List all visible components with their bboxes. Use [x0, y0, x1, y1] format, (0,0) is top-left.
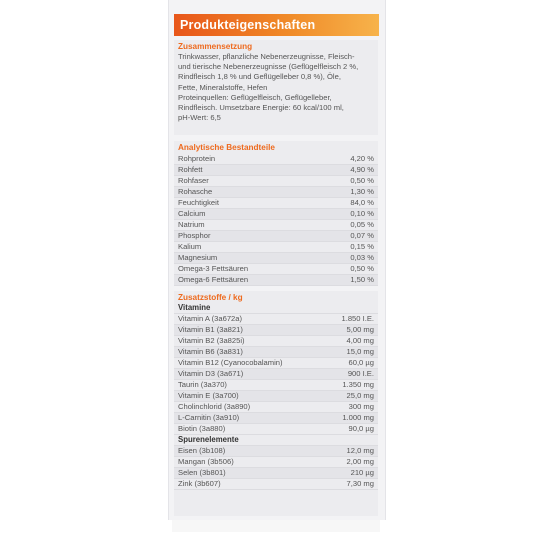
row-label: Vitamin D3 (3a671) [178, 369, 244, 378]
table-row [174, 413, 378, 424]
table-row [174, 264, 378, 275]
row-label: Calcium [178, 209, 206, 218]
additives-title: Zusatzstoffe / kg [178, 293, 243, 302]
row-value: 0,03 % [350, 253, 374, 262]
row-label: Omega-3 Fettsäuren [178, 264, 249, 273]
row-label: Vitamin B1 (3a821) [178, 325, 243, 334]
row-value: 84,0 % [350, 198, 374, 207]
table-row [174, 176, 378, 187]
table-row [174, 314, 378, 325]
row-label: Feuchtigkeit [178, 198, 219, 207]
row-label: Mangan (3b506) [178, 457, 234, 466]
row-value: 25,0 mg [346, 391, 374, 400]
table-row [174, 231, 378, 242]
composition-line: pH-Wert: 6,5 [178, 113, 221, 123]
analytic-table [174, 154, 378, 286]
row-value: 0,50 % [350, 264, 374, 273]
row-label: Eisen (3b108) [178, 446, 226, 455]
composition-line: und tierische Nebenerzeugnisse (Geflügelfleisch 2 %, [178, 62, 359, 72]
trace-heading: Spurenelemente [174, 435, 378, 446]
row-label: Rohfett [178, 165, 203, 174]
row-value: 1.850 I.E. [341, 314, 374, 323]
row-value: 0,50 % [350, 176, 374, 185]
row-value: 5,00 mg [346, 325, 374, 334]
row-value: 4,20 % [350, 154, 374, 163]
table-row [174, 468, 378, 479]
row-label: Vitamin B12 (Cyanocobalamin) [178, 358, 283, 367]
composition-line: Rindfleisch. Umsetzbare Energie: 60 kcal/100 ml, [178, 103, 344, 113]
row-label: L-Carnitin (3a910) [178, 413, 240, 422]
row-label: Phosphor [178, 231, 211, 240]
table-row [174, 457, 378, 468]
analytic-section [174, 141, 378, 286]
row-value: 900 I.E. [347, 369, 374, 378]
composition-text [174, 52, 378, 123]
analytic-title: Analytische Bestandteile [178, 143, 275, 152]
composition-section [174, 40, 378, 135]
table-row [174, 446, 378, 457]
row-label: Rohasche [178, 187, 213, 196]
table-row [174, 275, 378, 286]
table-row [174, 402, 378, 413]
sheet-bottom [172, 520, 380, 532]
table-row [174, 347, 378, 358]
row-label: Omega-6 Fettsäuren [178, 275, 249, 284]
row-value: 0,15 % [350, 242, 374, 251]
table-row [174, 325, 378, 336]
table-row [174, 369, 378, 380]
composition-line: Trinkwasser, pflanzliche Nebenerzeugnisse, Fleisch- [178, 52, 355, 61]
row-label: Selen (3b801) [178, 468, 226, 477]
row-value: 15,0 mg [346, 347, 374, 356]
row-label: Vitamin E (3a700) [178, 391, 239, 400]
row-value: 60,0 µg [348, 358, 374, 367]
row-value: 1,50 % [350, 275, 374, 284]
row-value: 0,05 % [350, 220, 374, 229]
row-label: Zink (3b607) [178, 479, 221, 488]
row-value: 210 µg [350, 468, 374, 477]
table-row [174, 253, 378, 264]
table-row [174, 479, 378, 490]
row-value: 7,30 mg [346, 479, 374, 488]
composition-title: Zusammensetzung [178, 42, 253, 51]
row-value: 4,90 % [350, 165, 374, 174]
additives-section [174, 291, 378, 516]
row-value: 300 mg [348, 402, 374, 411]
row-label: Natrium [178, 220, 205, 229]
composition-line: Rindfleisch 1,8 % und Geflügelleber 0,8 %), Öle, [178, 72, 341, 82]
table-row [174, 380, 378, 391]
vitamins-table [174, 314, 378, 435]
row-value: 90,0 µg [348, 424, 374, 433]
composition-line: Proteinquellen: Geflügelfleisch, Geflügelleber, [178, 92, 332, 102]
table-row [174, 187, 378, 198]
table-row [174, 242, 378, 253]
row-label: Magnesium [178, 253, 218, 262]
table-row [174, 358, 378, 369]
row-value: 0,07 % [350, 231, 374, 240]
row-label: Vitamin B6 (3a831) [178, 347, 243, 356]
row-label: Taurin (3a370) [178, 380, 227, 389]
vitamins-heading: Vitamine [174, 303, 378, 314]
row-label: Rohfaser [178, 176, 209, 185]
table-row [174, 165, 378, 176]
table-row [174, 336, 378, 347]
row-value: 1.350 mg [342, 380, 374, 389]
row-value: 4,00 mg [346, 336, 374, 345]
row-value: 1,30 % [350, 187, 374, 196]
composition-line: Fette, Mineralstoffe, Hefen [178, 82, 268, 92]
table-row [174, 209, 378, 220]
table-row [174, 391, 378, 402]
row-value: 0,10 % [350, 209, 374, 218]
row-label: Kalium [178, 242, 202, 251]
row-label: Vitamin A (3a672a) [178, 314, 243, 323]
table-row [174, 424, 378, 435]
row-value: 12,0 mg [346, 446, 374, 455]
row-label: Vitamin B2 (3a825i) [178, 336, 245, 345]
page-title: Produkteigenschaften [174, 14, 379, 36]
row-label: Rohprotein [178, 154, 216, 163]
table-row [174, 198, 378, 209]
trace-table [174, 446, 378, 490]
table-row [174, 220, 378, 231]
row-label: Cholinchlorid (3a890) [178, 402, 251, 411]
row-value: 1.000 mg [342, 413, 374, 422]
row-label: Biotin (3a880) [178, 424, 226, 433]
row-value: 2,00 mg [346, 457, 374, 466]
table-row [174, 154, 378, 165]
